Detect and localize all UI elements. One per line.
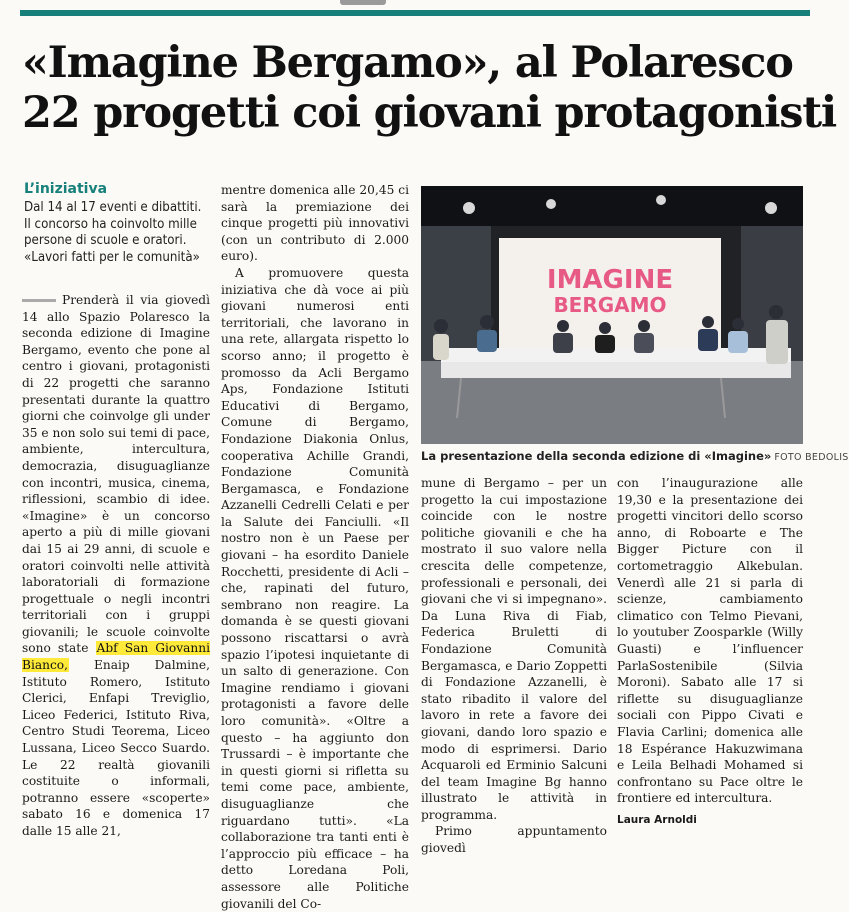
- lead-dash: [22, 299, 56, 302]
- author-signature: Laura Arnoldi: [617, 813, 697, 826]
- summary-line: «Lavori fatti per le comunità»: [24, 249, 200, 265]
- col1-text-end: Enaip Dalmine, Istituto Romero, Istituto Clerici, Enfapi Treviglio, Liceo Federici, Istituto Riva, Centro Studi Teorema, Liceo Lussana, Liceo Secco Suardo. Le 22 realtà giovanili costituite o informali, potranno essere «scoperte» sabato 16 e domenica 17 dalle 15 alle 21,: [22, 658, 210, 838]
- column-1: [22, 292, 210, 840]
- highlighted-text: Abf San Giovanni Bianco,: [22, 641, 211, 673]
- screen-title-line-1: IMAGINE: [546, 265, 674, 295]
- article-paragraph: mune di Bergamo – per un progetto la cui impostazione coincide con le nostre politiche giovanili e che ha mostrato il suo valore nella crescita delle competenze, professionali e personali, dei giovani che vi si impegnano». Da Luna Riva di Fiab, Federica Bruletti di Fondazione Comunità Bergamasca, e Dario Zoppetti di Fondazione Azzanelli, è stato ribadito il valore del lavoro in rete a favore dei giovani, dando loro spazio e modo di esprimersi. Dario Acquaroli ed Erminio Salcuni del team Imagine Bg hanno illustrato le attività in programma.: [421, 476, 607, 822]
- photo-caption: [421, 449, 849, 463]
- summary-line: Dal 14 al 17 eventi e dibattiti.: [24, 200, 202, 215]
- summary-line: Il concorso ha coinvolto mille: [24, 216, 197, 232]
- article-paragraph: mentre domenica alle 20,45 ci sarà la premiazione dei cinque progetti più innovativi (con un contributo di 2.000 euro).: [221, 183, 409, 264]
- caption-text: La presentazione della seconda edizione di «Imagine»: [421, 449, 772, 463]
- page-tab: [340, 0, 386, 5]
- summary-line: persone di scuole e oratori.: [24, 233, 187, 248]
- column-4: [617, 475, 803, 828]
- kicker: L’iniziativa: [24, 181, 108, 197]
- article-paragraph: con l’inaugurazione alle 19,30 e la presentazione dei progetti vincitori dello scorso anno, di Roboarte e The Bigger Picture con il cortometraggio Alkebulan. Venerdì alle 21 si parla di scienze, cambiamento climatico con Telmo Pievani, lo youtuber Zoosparkle (Willy Guasti) e l’influencer ParlaSostenibile (Silvia Moroni). Sabato alle 17 si riflette su disuguaglianze sociali con Pippo Civati e Flavia Carlini; domenica alle 18 Espérance Hakuzwimana e Leila Belhadi Mohamed si confrontano su Pace oltre le frontiere ed intercultura.: [617, 476, 803, 806]
- article-paragraph: Primo appuntamento giovedì: [421, 824, 607, 856]
- column-2: [221, 182, 409, 912]
- summary: [24, 200, 212, 266]
- article-paragraph: A promuovere questa iniziativa che dà voce ai più giovani numerosi enti territoriali, che lavorano in una rete, allargata rispetto lo scorso anno; il progetto è promosso da Acli Bergamo Aps, Fondazione Istituti Educativi di Bergamo, Comune di Bergamo, Fondazione Diakonia Onlus, cooperativa Achille Grandi, Fondazione Comunità Bergamasca, e Fondazione Azzanelli Cedrelli Celati e per la Salute dei Fanciulli. «Il nostro non è un Paese per giovani – ha esordito Daniele Rocchetti, presidente di Acli – che, rapinati del futuro, sembrano non reagire. La domanda è se questi giovani possono riscattarsi o avrà spazio l’ipotesi inquietante di un salto di generazione. Con Imagine rendiamo i giovani protagonisti a favore delle loro comunità». «Oltre a questo – ha aggiunto don Trussardi – è importante che in questi giorni si rifletta su temi come pace, ambiente, disuguaglianze che riguardano tutti». «La collaborazione tra tanti enti è l’approccio più efficace – ha detto Loredana Poli, assessore alle Politiche giovanili del Co-: [221, 265, 409, 911]
- article-paragraph: [22, 292, 210, 840]
- headline: [22, 38, 837, 138]
- column-3: [421, 475, 607, 857]
- event-photo: [421, 186, 803, 444]
- headline-line-1: «Imagine Bergamo», al Polaresco: [22, 38, 793, 88]
- col1-text: Prenderà il via giovedì 14 allo Spazio Polaresco la seconda edizione di Imagine Bergamo, evento che pone al centro i giovani, protagonisti di 22 progetti che saranno presentati durante la quattro giorni che coinvolge gli under 35 e non solo sui temi di pace, ambiente, intercultura, democrazia, disuguaglianze con incontri, musica, cinema, riflessioni, scambio di idee. «Imagine» è un concorso aperto a più di mille giovani dai 15 ai 29 anni, di scuole e oratori coinvolti nelle attività laboratoriali di formazione progettuale o negli incontri territoriali con i gruppi giovanili; le scuole coinvolte sono state: [22, 293, 210, 656]
- top-rule: [20, 10, 810, 16]
- photo-credit: FOTO BEDOLIS: [774, 452, 849, 463]
- headline-line-2: 22 progetti coi giovani protagonisti: [22, 88, 837, 138]
- photo-illustration: [421, 186, 803, 444]
- screen-title-line-2: BERGAMO: [553, 293, 667, 317]
